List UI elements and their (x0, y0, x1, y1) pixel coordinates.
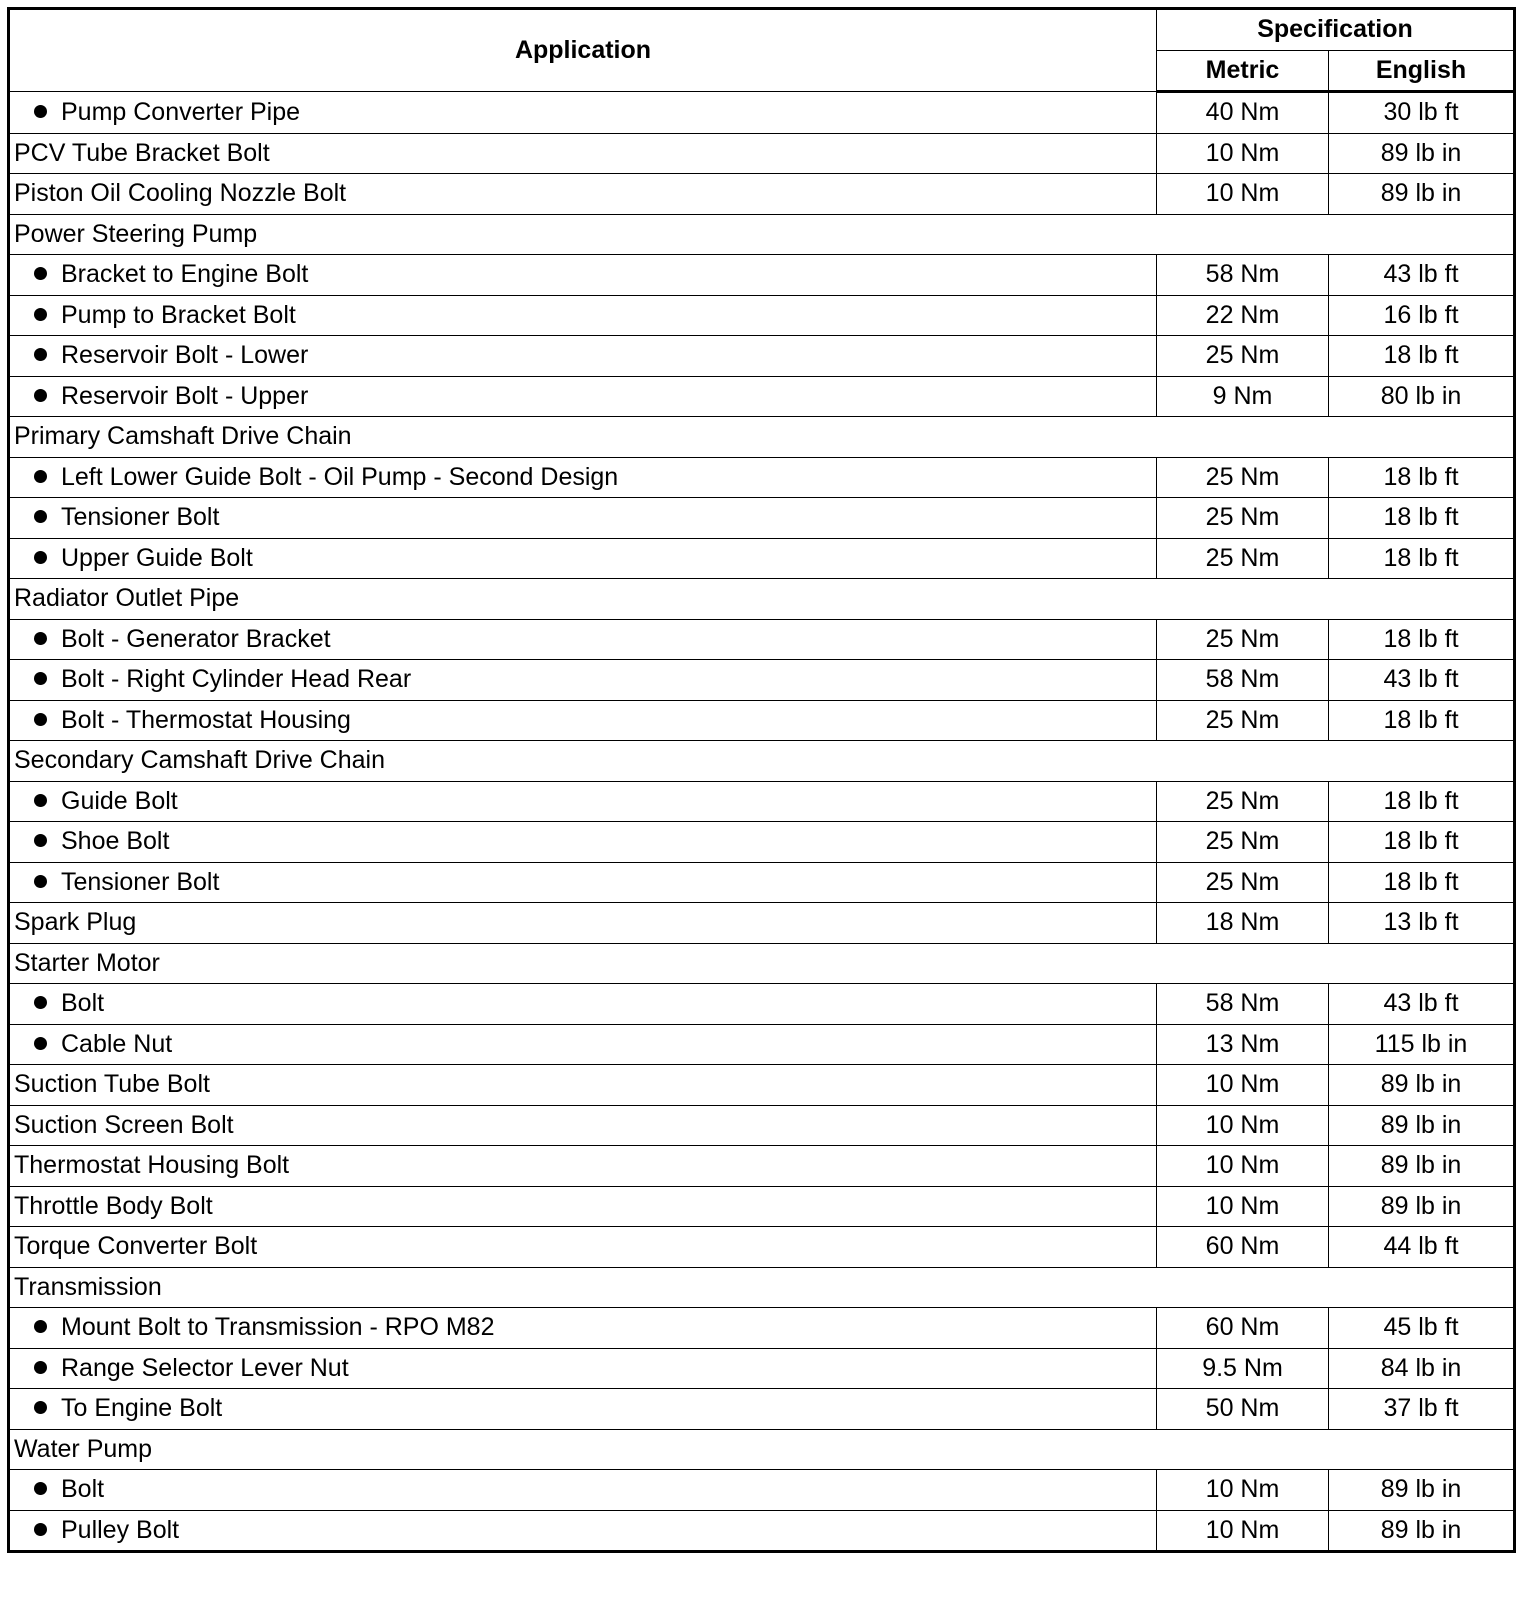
bullet-icon (34, 1401, 47, 1414)
application-label: Cable Nut (61, 1029, 173, 1058)
application-cell (9, 1065, 1157, 1106)
table-row (9, 1308, 1515, 1349)
application-cell (9, 660, 1157, 701)
application-cell (9, 336, 1157, 377)
metric-value: 60 Nm (1157, 1227, 1329, 1268)
table-row (9, 92, 1515, 134)
application-cell (9, 498, 1157, 539)
application-cell (9, 133, 1157, 174)
metric-value: 25 Nm (1157, 781, 1329, 822)
application-label: Tensioner Bolt (61, 867, 220, 896)
table-row (9, 822, 1515, 863)
english-value: 44 lb ft (1329, 1227, 1515, 1268)
table-row (9, 700, 1515, 741)
english-value: 18 lb ft (1329, 619, 1515, 660)
application-cell (9, 295, 1157, 336)
bullet-icon (34, 308, 47, 321)
group-heading: Primary Camshaft Drive Chain (9, 417, 1515, 458)
english-value: 18 lb ft (1329, 781, 1515, 822)
table-row (9, 1186, 1515, 1227)
table-row (9, 1389, 1515, 1430)
english-value: 89 lb in (1329, 1510, 1515, 1552)
english-value: 89 lb in (1329, 1470, 1515, 1511)
table-row (9, 457, 1515, 498)
english-value: 89 lb in (1329, 1065, 1515, 1106)
table-row (9, 903, 1515, 944)
application-cell (9, 92, 1157, 134)
english-value: 16 lb ft (1329, 295, 1515, 336)
application-label: Spark Plug (14, 908, 137, 937)
application-cell (9, 1146, 1157, 1187)
metric-value: 58 Nm (1157, 660, 1329, 701)
application-label: Reservoir Bolt - Lower (61, 341, 309, 370)
metric-value: 10 Nm (1157, 1065, 1329, 1106)
metric-value: 18 Nm (1157, 903, 1329, 944)
application-label: Torque Converter Bolt (14, 1232, 258, 1261)
metric-value: 25 Nm (1157, 700, 1329, 741)
application-cell (9, 1105, 1157, 1146)
specification-header: Specification (1157, 9, 1515, 51)
application-label: Shoe Bolt (61, 827, 170, 856)
bullet-icon (34, 672, 47, 685)
bullet-icon (34, 875, 47, 888)
metric-value: 10 Nm (1157, 133, 1329, 174)
bullet-icon (34, 1320, 47, 1333)
english-value: 18 lb ft (1329, 700, 1515, 741)
bullet-icon (34, 348, 47, 361)
bullet-icon (34, 1361, 47, 1374)
english-value: 18 lb ft (1329, 538, 1515, 579)
table-row (9, 174, 1515, 215)
application-cell (9, 376, 1157, 417)
application-cell (9, 1470, 1157, 1511)
table-row (9, 255, 1515, 296)
english-value: 18 lb ft (1329, 457, 1515, 498)
application-cell (9, 1510, 1157, 1552)
english-value: 89 lb in (1329, 1186, 1515, 1227)
metric-value: 22 Nm (1157, 295, 1329, 336)
bullet-icon (34, 470, 47, 483)
bullet-icon (34, 1482, 47, 1495)
application-cell (9, 174, 1157, 215)
bullet-icon (34, 834, 47, 847)
metric-value: 10 Nm (1157, 1105, 1329, 1146)
application-label: Bolt - Right Cylinder Head Rear (61, 665, 412, 694)
english-value: 18 lb ft (1329, 862, 1515, 903)
english-value: 80 lb in (1329, 376, 1515, 417)
application-label: Bolt (61, 989, 105, 1018)
bullet-icon (34, 1037, 47, 1050)
english-value: 18 lb ft (1329, 336, 1515, 377)
application-cell (9, 822, 1157, 863)
application-label: Left Lower Guide Bolt - Oil Pump - Second Design (61, 462, 619, 491)
bullet-icon (34, 551, 47, 564)
metric-value: 10 Nm (1157, 1510, 1329, 1552)
table-row (9, 660, 1515, 701)
table-row (9, 376, 1515, 417)
application-label: PCV Tube Bracket Bolt (14, 138, 270, 167)
bullet-icon (34, 794, 47, 807)
application-label: Range Selector Lever Nut (61, 1353, 349, 1382)
application-label: Piston Oil Cooling Nozzle Bolt (14, 179, 347, 208)
application-cell (9, 1389, 1157, 1430)
application-label: Bolt - Thermostat Housing (61, 705, 351, 734)
english-header: English (1329, 50, 1515, 92)
application-label: Bracket to Engine Bolt (61, 260, 309, 289)
group-heading: Starter Motor (9, 943, 1515, 984)
metric-value: 25 Nm (1157, 862, 1329, 903)
table-row (9, 1510, 1515, 1552)
english-value: 18 lb ft (1329, 822, 1515, 863)
metric-value: 25 Nm (1157, 538, 1329, 579)
english-value: 18 lb ft (1329, 498, 1515, 539)
application-cell (9, 1308, 1157, 1349)
table-row (9, 984, 1515, 1025)
bullet-icon (34, 1523, 47, 1536)
application-cell (9, 700, 1157, 741)
application-label: Guide Bolt (61, 786, 178, 815)
application-cell (9, 903, 1157, 944)
application-label: Tensioner Bolt (61, 503, 220, 532)
bullet-icon (34, 996, 47, 1009)
metric-value: 25 Nm (1157, 822, 1329, 863)
application-cell (9, 1024, 1157, 1065)
metric-header: Metric (1157, 50, 1329, 92)
english-value: 84 lb in (1329, 1348, 1515, 1389)
metric-value: 25 Nm (1157, 336, 1329, 377)
table-row (9, 133, 1515, 174)
table-row (9, 862, 1515, 903)
application-label: Pump Converter Pipe (61, 97, 301, 126)
english-value: 43 lb ft (1329, 984, 1515, 1025)
english-value: 13 lb ft (1329, 903, 1515, 944)
metric-value: 58 Nm (1157, 984, 1329, 1025)
application-header: Application (9, 9, 1157, 92)
english-value: 89 lb in (1329, 1105, 1515, 1146)
table-row (9, 1024, 1515, 1065)
table-row (9, 1227, 1515, 1268)
group-heading-row (9, 943, 1515, 984)
application-label: Pump to Bracket Bolt (61, 300, 296, 329)
metric-value: 25 Nm (1157, 498, 1329, 539)
group-heading: Secondary Camshaft Drive Chain (9, 741, 1515, 782)
application-cell (9, 457, 1157, 498)
bullet-icon (34, 389, 47, 402)
table-row (9, 1348, 1515, 1389)
table-header (9, 9, 1515, 92)
group-heading: Transmission (9, 1267, 1515, 1308)
metric-value: 10 Nm (1157, 174, 1329, 215)
bullet-icon (34, 632, 47, 645)
metric-value: 50 Nm (1157, 1389, 1329, 1430)
table-row (9, 336, 1515, 377)
english-value: 115 lb in (1329, 1024, 1515, 1065)
application-label: Upper Guide Bolt (61, 543, 253, 572)
table-row (9, 538, 1515, 579)
application-label: Reservoir Bolt - Upper (61, 381, 309, 410)
application-cell (9, 619, 1157, 660)
bullet-icon (34, 267, 47, 280)
english-value: 45 lb ft (1329, 1308, 1515, 1349)
application-cell (9, 1348, 1157, 1389)
metric-value: 60 Nm (1157, 1308, 1329, 1349)
metric-value: 10 Nm (1157, 1470, 1329, 1511)
group-heading-row (9, 417, 1515, 458)
group-heading-row (9, 1267, 1515, 1308)
application-cell (9, 862, 1157, 903)
english-value: 30 lb ft (1329, 92, 1515, 134)
application-label: Bolt - Generator Bracket (61, 624, 331, 653)
application-label: Throttle Body Bolt (14, 1191, 213, 1220)
english-value: 89 lb in (1329, 1146, 1515, 1187)
metric-value: 9.5 Nm (1157, 1348, 1329, 1389)
application-cell (9, 1186, 1157, 1227)
english-value: 43 lb ft (1329, 660, 1515, 701)
metric-value: 10 Nm (1157, 1146, 1329, 1187)
bullet-icon (34, 713, 47, 726)
group-heading: Power Steering Pump (9, 214, 1515, 255)
application-label: Suction Tube Bolt (14, 1070, 210, 1099)
application-label: Pulley Bolt (61, 1515, 180, 1544)
table-row (9, 498, 1515, 539)
application-label: To Engine Bolt (61, 1394, 223, 1423)
metric-value: 58 Nm (1157, 255, 1329, 296)
metric-value: 10 Nm (1157, 1186, 1329, 1227)
english-value: 89 lb in (1329, 174, 1515, 215)
group-heading-row (9, 741, 1515, 782)
metric-value: 25 Nm (1157, 457, 1329, 498)
application-label: Bolt (61, 1475, 105, 1504)
group-heading-row (9, 1429, 1515, 1470)
application-label: Thermostat Housing Bolt (14, 1151, 290, 1180)
bullet-icon (34, 105, 47, 118)
group-heading: Water Pump (9, 1429, 1515, 1470)
application-cell (9, 984, 1157, 1025)
application-cell (9, 781, 1157, 822)
english-value: 43 lb ft (1329, 255, 1515, 296)
group-heading-row (9, 579, 1515, 620)
table-row (9, 1470, 1515, 1511)
group-heading-row (9, 214, 1515, 255)
metric-value: 13 Nm (1157, 1024, 1329, 1065)
table-row (9, 781, 1515, 822)
english-value: 89 lb in (1329, 133, 1515, 174)
application-cell (9, 255, 1157, 296)
header-row-top (9, 9, 1515, 51)
english-value: 37 lb ft (1329, 1389, 1515, 1430)
group-heading: Radiator Outlet Pipe (9, 579, 1515, 620)
metric-value: 40 Nm (1157, 92, 1329, 134)
bullet-icon (34, 510, 47, 523)
table-body (9, 92, 1515, 1552)
table-row (9, 295, 1515, 336)
torque-spec-table (7, 7, 1516, 1553)
application-label: Mount Bolt to Transmission - RPO M82 (61, 1313, 495, 1342)
application-label: Suction Screen Bolt (14, 1110, 234, 1139)
metric-value: 9 Nm (1157, 376, 1329, 417)
table-row (9, 619, 1515, 660)
application-cell (9, 538, 1157, 579)
table-row (9, 1146, 1515, 1187)
table-row (9, 1105, 1515, 1146)
table-row (9, 1065, 1515, 1106)
application-cell (9, 1227, 1157, 1268)
metric-value: 25 Nm (1157, 619, 1329, 660)
